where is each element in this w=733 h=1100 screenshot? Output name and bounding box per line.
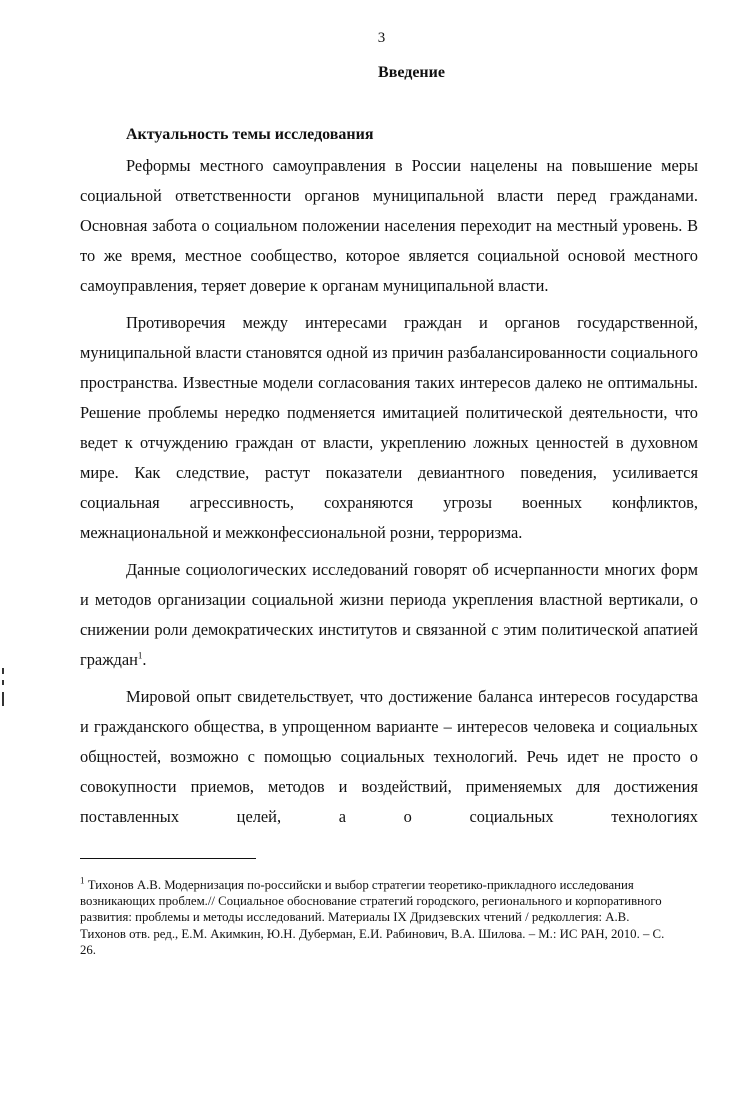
page-title: Введение [378, 64, 445, 81]
footnote-marker: 1 [80, 875, 85, 886]
scan-margin-mark [2, 680, 4, 685]
footnote [80, 877, 670, 958]
scan-margin-mark [2, 692, 4, 706]
page-number: 3 [377, 30, 386, 46]
paragraph-3 [80, 555, 698, 675]
paragraph-1: Реформы местного самоуправления в России нацелены на повышение меры социальной ответственности органов муниципальной власти перед гражданами. Основная забота о социальном положении населения переходит на местный уровень. В то же время, местное сообщество, которое является социальной основой местного самоуправления, теряет доверие к органам муниципальной власти. [80, 156, 698, 295]
paragraph-3-end: . [142, 650, 147, 669]
footnote-separator [80, 858, 256, 859]
scan-margin-mark [2, 668, 4, 674]
paragraph-4: Мировой опыт свидетельствует, что достижение баланса интересов государства и гражданского общества, в упрощенном варианте – интересов человека и социальных общностей, возможно с помощью социальных технологий. Речь идет не просто о совокупности приемов, методов и воздействий, применяемых для достижения поставленных целей, а о социальных технологиях [80, 687, 698, 826]
paragraph-2: Противоречия между интересами граждан и органов государственной, муниципальной власти становятся одной из причин разбалансированности социального пространства. Известные модели согласования таких интересов далеко не оптимальны. Решение проблемы нередко подменяется имитацией политической деятельности, что ведет к отчуждению граждан от власти, укреплению ложных ценностей в духовном мире. Как следствие, растут показатели девиантного поведения, усиливается социальная агрессивность, сохраняются угрозы военных конфликтов, межнациональной и межконфессиональной розни, терроризма. [80, 313, 698, 542]
footnote-reference[interactable]: 1 [137, 650, 143, 661]
section-heading: Актуальность темы исследования [126, 126, 374, 143]
footnote-text: Тихонов А.В. Модернизация по-российски и выбор стратегии теоретико-прикладного исследования возникающих проблем.// Социальное обоснование стратегий городского, регионального и корпоративного развития: проблемы и методы исследований. Материалы IX Дридзевских чтений / редколлегия: А.В. Тихонов отв. ред., Е.М. Акимкин, Ю.Н. Дуберман, Е.И. Рабинович, В.А. Шилова. – М.: ИС РАН, 2010. – С. 26. [80, 878, 665, 957]
paragraph-3-text: Данные социологических исследований говорят об исчерпанности многих форм и методов организации социальной жизни периода укрепления властной вертикали, о снижении роли демократических институтов и связанной с этим политической апатией граждан [80, 560, 698, 669]
body-text [80, 151, 698, 832]
